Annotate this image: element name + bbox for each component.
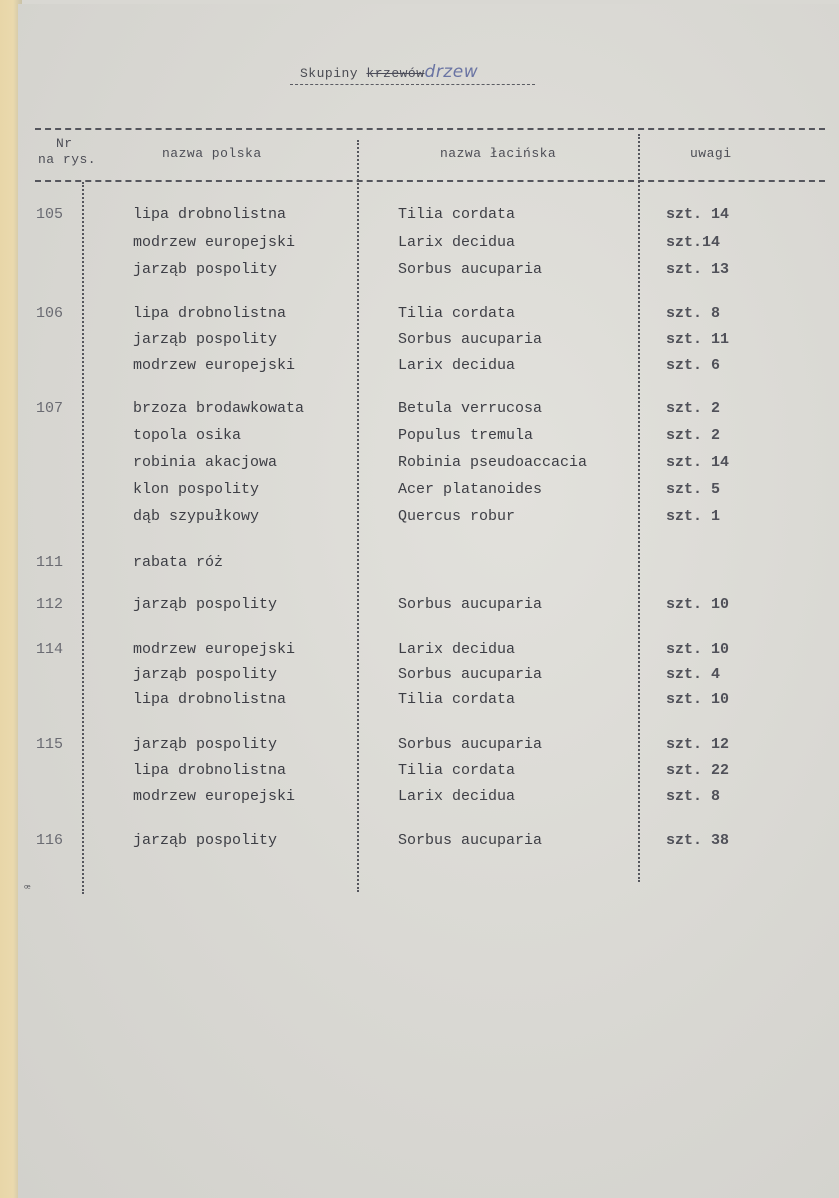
polish-name: lipa drobnolistna <box>133 305 287 322</box>
title-handwritten-word: drzew <box>424 62 479 82</box>
quantity-note: szt. 6 <box>666 357 721 374</box>
header-polish-name: nazwa polska <box>162 146 262 161</box>
title-struck-word: krzewów <box>366 66 425 81</box>
quantity-note: szt. 22 <box>666 762 730 779</box>
quantity-note: szt. 11 <box>666 331 730 348</box>
quantity-note: szt.14 <box>666 234 721 251</box>
latin-name: Sorbus aucuparia <box>398 331 543 348</box>
row-number: 116 <box>36 832 64 849</box>
row-number: 114 <box>36 641 64 658</box>
polish-name: dąb szypułkowy <box>133 508 260 525</box>
quantity-note: szt. 10 <box>666 691 730 708</box>
latin-name: Tilia cordata <box>398 206 516 223</box>
quantity-note: szt. 10 <box>666 641 730 658</box>
quantity-note: szt. 2 <box>666 400 721 417</box>
quantity-note: szt. 4 <box>666 666 721 683</box>
latin-name: Sorbus aucuparia <box>398 666 543 683</box>
row-number: 115 <box>36 736 64 753</box>
latin-name: Sorbus aucuparia <box>398 736 543 753</box>
quantity-note: szt. 10 <box>666 596 730 613</box>
polish-name: modrzew europejski <box>133 234 296 251</box>
latin-name: Acer platanoides <box>398 481 543 498</box>
latin-name: Betula verrucosa <box>398 400 543 417</box>
polish-name: jarząb pospolity <box>133 736 278 753</box>
polish-name: jarząb pospolity <box>133 832 278 849</box>
polish-name: klon pospolity <box>133 481 260 498</box>
quantity-note: szt. 38 <box>666 832 730 849</box>
polish-name: lipa drobnolistna <box>133 691 287 708</box>
latin-name: Tilia cordata <box>398 691 516 708</box>
quantity-note: szt. 8 <box>666 305 721 322</box>
column-divider-3 <box>638 134 640 882</box>
table-top-rule <box>35 128 825 130</box>
polish-name: brzoza brodawkowata <box>133 400 305 417</box>
quantity-note: szt. 14 <box>666 206 730 223</box>
page-title <box>300 62 478 82</box>
polish-name: jarząb pospolity <box>133 331 278 348</box>
latin-name: Larix decidua <box>398 234 516 251</box>
polish-name: robinia akacjowa <box>133 454 278 471</box>
header-nr: Nr <box>56 136 73 151</box>
polish-name: jarząb pospolity <box>133 261 278 278</box>
quantity-note: szt. 14 <box>666 454 730 471</box>
polish-name: topola osika <box>133 427 242 444</box>
quantity-note: szt. 2 <box>666 427 721 444</box>
row-number: 112 <box>36 596 64 613</box>
row-number: 105 <box>36 206 64 223</box>
polish-name: lipa drobnolistna <box>133 762 287 779</box>
latin-name: Sorbus aucuparia <box>398 832 543 849</box>
latin-name: Sorbus aucuparia <box>398 261 543 278</box>
quantity-note: szt. 5 <box>666 481 721 498</box>
column-divider-1 <box>82 182 84 894</box>
polish-name: modrzew europejski <box>133 788 296 805</box>
polish-name: lipa drobnolistna <box>133 206 287 223</box>
edge-mark: ꟹ <box>24 884 31 896</box>
table-header-rule <box>35 180 825 182</box>
latin-name: Quercus robur <box>398 508 516 525</box>
latin-name: Sorbus aucuparia <box>398 596 543 613</box>
latin-name: Larix decidua <box>398 641 516 658</box>
row-number: 111 <box>36 554 64 571</box>
polish-name: modrzew europejski <box>133 641 296 658</box>
latin-name: Tilia cordata <box>398 762 516 779</box>
quantity-note: szt. 1 <box>666 508 721 525</box>
quantity-note: szt. 12 <box>666 736 730 753</box>
latin-name: Robinia pseudoaccacia <box>398 454 588 471</box>
latin-name: Populus tremula <box>398 427 534 444</box>
quantity-note: szt. 8 <box>666 788 721 805</box>
header-notes: uwagi <box>690 146 732 161</box>
latin-name: Larix decidua <box>398 788 516 805</box>
quantity-note: szt. 13 <box>666 261 730 278</box>
latin-name: Larix decidua <box>398 357 516 374</box>
latin-name: Tilia cordata <box>398 305 516 322</box>
header-latin-name: nazwa łacińska <box>440 146 557 161</box>
polish-name: jarząb pospolity <box>133 666 278 683</box>
header-nr-sub: na rys. <box>38 152 97 167</box>
title-typed: Skupiny <box>300 66 359 81</box>
polish-name: modrzew europejski <box>133 357 296 374</box>
column-divider-2 <box>357 140 359 892</box>
title-underline <box>290 84 535 85</box>
row-number: 107 <box>36 400 64 417</box>
polish-name: jarząb pospolity <box>133 596 278 613</box>
row-number: 106 <box>36 305 64 322</box>
polish-name: rabata róż <box>133 554 224 571</box>
